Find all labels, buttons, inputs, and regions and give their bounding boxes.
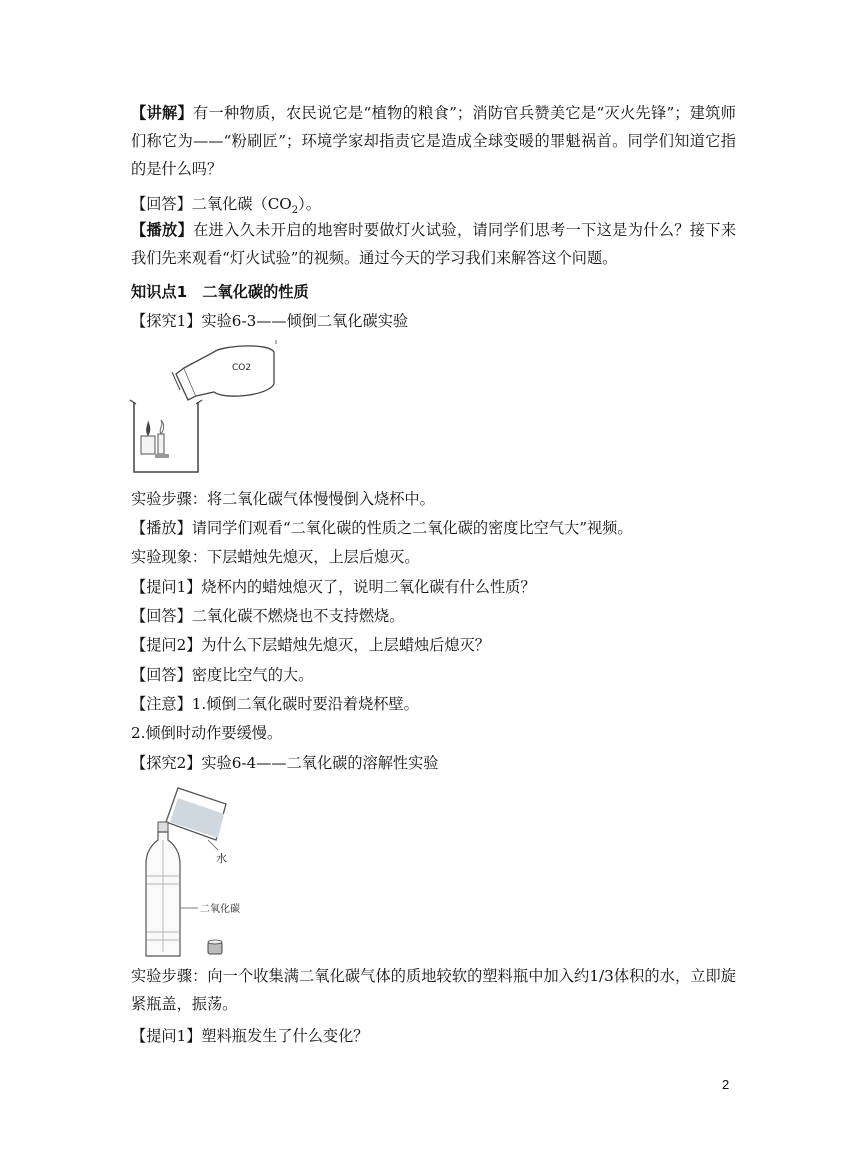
water-label: 水 xyxy=(216,852,227,865)
step-2: 实验步骤：向一个收集满二氧化碳气体的质地较软的塑料瓶中加入约1/3体积的水，立即旋紧瓶盖，振荡。 xyxy=(131,967,736,1013)
paragraph-explain xyxy=(131,99,736,183)
co2-bottle-label: CO2 xyxy=(232,363,252,373)
explore-2-title: 【探究2】实验6-4——二氧化碳的溶解性实验 xyxy=(131,754,439,772)
answer-text-a: 二氧化碳（CO xyxy=(191,195,292,213)
phenomenon-1: 实验现象：下层蜡烛先熄灭，上层后熄灭。 xyxy=(131,548,420,566)
answer-subscript: 2 xyxy=(291,205,299,217)
answer-2: 【回答】密度比空气的大。 xyxy=(131,666,314,684)
paragraph-play-intro xyxy=(131,216,736,272)
figure-pour-co2 xyxy=(128,338,278,478)
section-heading: 知识点1 二氧化碳的性质 xyxy=(131,283,309,301)
tag-explain: 【讲解】 xyxy=(131,104,194,122)
question-3: 【提问1】塑料瓶发生了什么变化？ xyxy=(131,1027,369,1045)
tag-play: 【播放】 xyxy=(131,221,194,239)
page-number: 2 xyxy=(722,1077,730,1092)
candle-flame xyxy=(146,420,150,436)
figure-bottle-water xyxy=(138,782,270,960)
play-intro-text: 在进入久未开启的地窖时要做灯火试验，请同学们思考一下这是为什么？接下来我们先来观看“灯火试验”的视频。通过今天的学习我们来解答这个问题。 xyxy=(131,221,736,267)
play-2: 【播放】请同学们观看“二氧化碳的性质之二氧化碳的密度比空气大”视频。 xyxy=(131,519,633,537)
explain-text: 有一种物质，农民说它是“植物的粮食”；消防官兵赞美它是“灭火先锋”；建筑师们称它为——“粉刷匠”；环境学家却指责它是造成全球变暖的罪魁祸首。同学们知道它指的是什么吗？ xyxy=(131,104,736,178)
answer-text-b: ）。 xyxy=(298,195,321,213)
answer-1: 【回答】二氧化碳不燃烧也不支持燃烧。 xyxy=(131,607,405,625)
co2-bottle xyxy=(184,346,274,396)
bottle-cap-area xyxy=(158,822,168,832)
note-1: 【注意】1.倾倒二氧化碳时要沿着烧杯壁。 xyxy=(131,695,419,713)
question-2: 【提问2】为什么下层蜡烛先熄灭，上层蜡烛后熄灭？ xyxy=(131,636,490,654)
lower-candle xyxy=(141,436,155,454)
tag-answer: 【回答】 xyxy=(131,195,192,213)
co2-label: 二氧化碳 xyxy=(200,904,240,915)
question-1: 【提问1】烧杯内的蜡烛熄灭了，说明二氧化碳有什么性质？ xyxy=(131,578,536,596)
note-2: 2.倾倒时动作要缓慢。 xyxy=(131,724,283,742)
explore-1-title: 【探究1】实验6-3——倾倒二氧化碳实验 xyxy=(131,312,409,330)
step-1: 实验步骤：将二氧化碳气体慢慢倒入烧杯中。 xyxy=(131,490,435,508)
